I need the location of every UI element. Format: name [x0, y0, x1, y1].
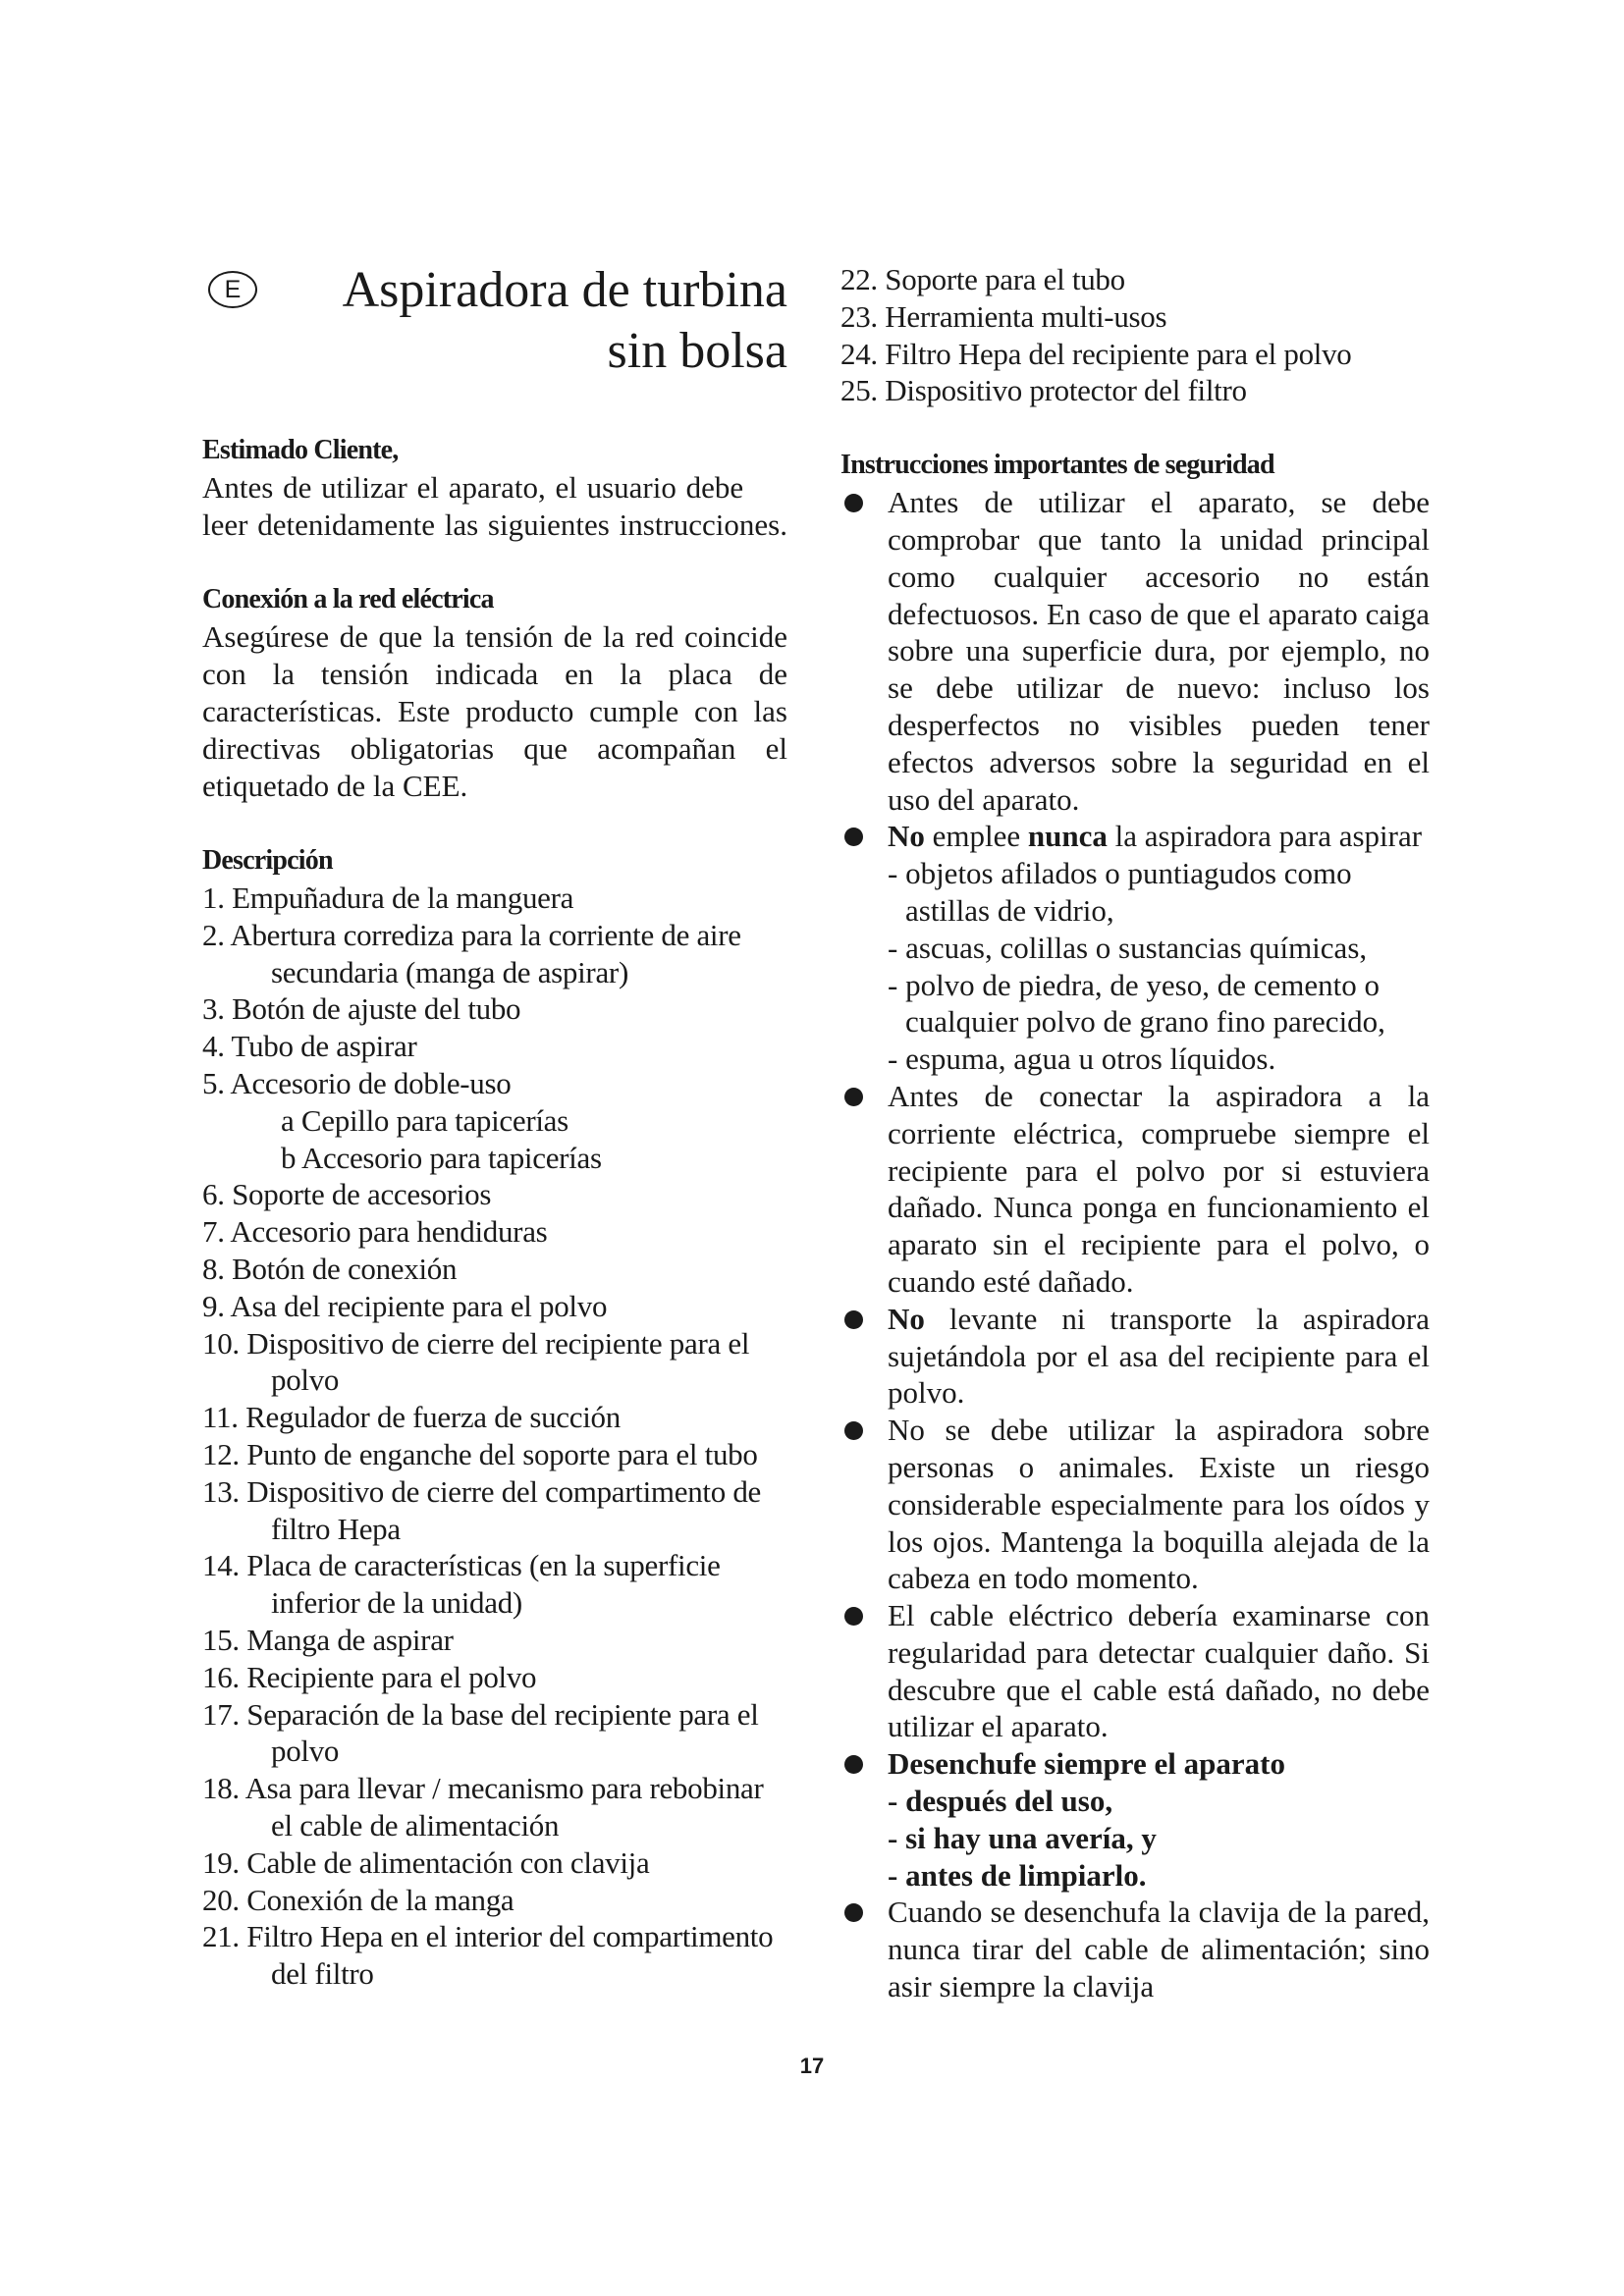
- list-item: 13. Dispositivo de cierre del compartimento de filtro Hepa: [202, 1473, 762, 1546]
- list-item: 24. Filtro Hepa del recipiente para el polvo: [840, 336, 1352, 371]
- connection-text: Asegúrese de que la tensión de la red coincide con la tensión indicada en la placa de características. Este producto cumple con las directivas obligatorias que acompañan el etiquetado de la CEE.: [202, 619, 787, 803]
- description-heading: Descripción: [202, 845, 333, 876]
- safety-bullet-2-dashes: [840, 855, 1430, 1078]
- list-item: 2. Abertura corrediza para la corriente de aire secundaria (manga de aspirar): [202, 917, 741, 989]
- list-item: 9. Asa del recipiente para el polvo: [202, 1288, 608, 1323]
- bullet-icon: [844, 1310, 863, 1329]
- safety-bullet-1: Antes de utilizar el aparato, se debe comprobar que tanto la unidad principal como cualquier accesorio no están defectuosos. En caso de que el aparato caiga sobre una superficie dura, por ejemplo, no se debe utilizar de nuevo: incluso los desperfectos no visibles pueden tener efectos adversos sobre la seguridad en el uso del aparato.: [840, 484, 1430, 818]
- bullet-icon: [844, 1088, 863, 1106]
- list-item: 5. Accesorio de doble-uso: [202, 1065, 512, 1100]
- connection-heading: Conexión a la red eléctrica: [202, 584, 494, 614]
- list-sub-item: b Accesorio para tapicerías: [281, 1140, 602, 1175]
- list-item: 25. Dispositivo protector del filtro: [840, 373, 1247, 408]
- bullet-icon: [844, 1903, 863, 1922]
- safety-bullet-7: Desenchufe siempre el aparato: [840, 1745, 1430, 1783]
- page-title-line-2: sin bolsa: [607, 323, 787, 379]
- bullet-icon: [844, 1755, 863, 1774]
- dash-item: - si hay una avería, y: [888, 1820, 1157, 1855]
- bullet-icon: [844, 494, 863, 512]
- list-item: 7. Accesorio para hendiduras: [202, 1214, 548, 1250]
- greeting-heading: Estimado Cliente,: [202, 435, 399, 465]
- list-item: 14. Placa de características (en la superficie inferior de la unidad): [202, 1548, 721, 1621]
- list-item: 10. Dispositivo de cierre del recipiente para el polvo: [202, 1325, 750, 1398]
- list-item: 6. Soporte de accesorios: [202, 1177, 492, 1212]
- page-title-line-1: Aspiradora de turbina: [342, 262, 787, 318]
- page-number: 17: [799, 2054, 825, 2078]
- list-item: 22. Soporte para el tubo: [840, 262, 1125, 296]
- list-item: 16. Recipiente para el polvo: [202, 1659, 537, 1694]
- list-item: 19. Cable de alimentación con clavija: [202, 1844, 650, 1880]
- safety-bullet-8: Cuando se desenchufa la clavija de la pared, nunca tirar del cable de alimentación; sino asir siempre la clavija: [840, 1894, 1430, 2004]
- safety-bullet-2: No emplee nunca la aspiradora para aspirar: [840, 818, 1430, 855]
- bullet-icon: [844, 1421, 863, 1440]
- dash-item: - ascuas, colillas o sustancias químicas,: [888, 930, 1368, 965]
- language-badge: E: [208, 271, 257, 308]
- left-column: [202, 262, 787, 1993]
- right-column: [840, 261, 1430, 2005]
- list-item: 1. Empuñadura de la manguera: [202, 881, 574, 915]
- dash-item: - después del uso,: [888, 1784, 1113, 1819]
- safety-heading: Instrucciones importantes de seguridad: [840, 450, 1274, 481]
- safety-bullet-5: No se debe utilizar la aspiradora sobre personas o animales. Existe un riesgo considerable especialmente para los oídos y los ojos. Mantenga la boquilla alejada de la cabeza en todo momento.: [840, 1412, 1430, 1597]
- safety-bullet-4: No levante ni transporte la aspiradora sujetándola por el asa del recipiente para el polvo.: [840, 1301, 1430, 1412]
- list-item: 18. Asa para llevar / mecanismo para rebobinar el cable de alimentación: [202, 1771, 764, 1842]
- list-item: 3. Botón de ajuste del tubo: [202, 991, 521, 1027]
- title-block: [202, 262, 787, 391]
- list-item: 15. Manga de aspirar: [202, 1622, 454, 1657]
- safety-bullet-3: Antes de conectar la aspiradora a la corriente eléctrica, compruebe siempre el recipiente para el polvo por si estuviera dañado. Nunca ponga en funcionamiento el aparato sin el recipiente para el polvo, o cuando esté dañado.: [840, 1078, 1430, 1301]
- description-list-continued: [840, 261, 1430, 409]
- greeting-text: Antes de utilizar el aparato, el usuario debe leer detenidamente las siguientes instrucciones.: [202, 470, 787, 542]
- list-sub-item: a Cepillo para tapicerías: [281, 1102, 568, 1138]
- list-item: 4. Tubo de aspirar: [202, 1029, 417, 1064]
- list-item: 17. Separación de la base del recipiente para el polvo: [202, 1696, 759, 1769]
- bullet-icon: [844, 1607, 863, 1626]
- safety-bullet-7-dashes: [840, 1783, 1430, 1894]
- list-item: 21. Filtro Hepa en el interior del compartimento del filtro: [202, 1919, 774, 1992]
- description-list: [202, 880, 787, 1993]
- list-item: 20. Conexión de la manga: [202, 1882, 514, 1917]
- safety-bullet-6: El cable eléctrico debería examinarse con regularidad para detectar cualquier daño. Si descubre que el cable está dañado, no debe utilizar el aparato.: [840, 1597, 1430, 1745]
- bullet-icon: [844, 828, 863, 846]
- dash-item: - objetos afilados o puntiagudos como astillas de vidrio,: [888, 856, 1352, 928]
- list-item: 23. Herramienta multi-usos: [840, 298, 1167, 334]
- dash-item: - polvo de piedra, de yeso, de cemento o cualquier polvo de grano fino parecido,: [888, 967, 1385, 1040]
- dash-item: - antes de limpiarlo.: [888, 1857, 1147, 1893]
- dash-item: - espuma, agua u otros líquidos.: [888, 1041, 1276, 1077]
- list-item: 12. Punto de enganche del soporte para el tubo: [202, 1436, 758, 1471]
- list-item: 11. Regulador de fuerza de succión: [202, 1400, 621, 1435]
- list-item: 8. Botón de conexión: [202, 1251, 458, 1286]
